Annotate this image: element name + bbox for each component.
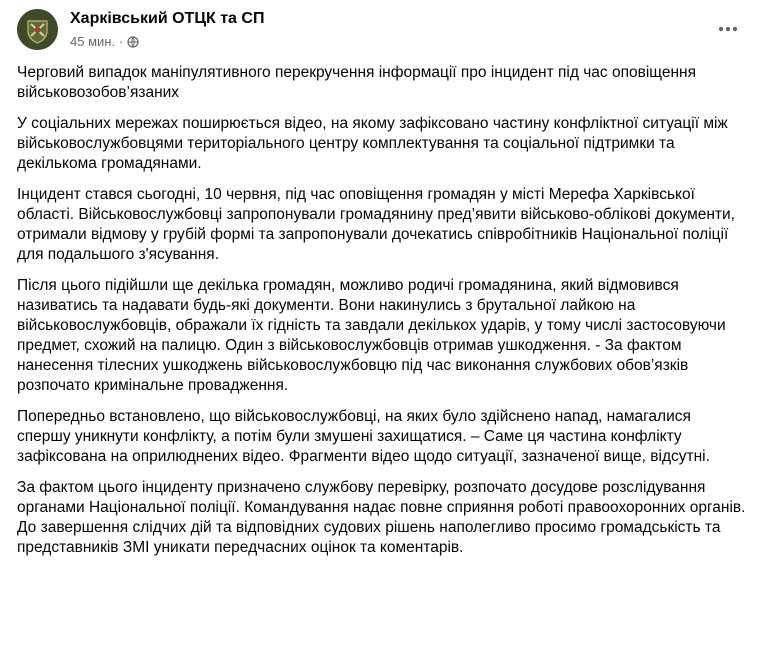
more-horizontal-icon [718, 26, 738, 32]
page-name[interactable]: Харківський ОТЦК та СП [70, 10, 265, 27]
meta-separator: · [119, 34, 124, 49]
post-paragraph: За фактом цього інциденту призначено службову перевірку, розпочато досудове розслідування органами Національної поліції. Командування надає повне сприяння роботі правоохоронних органів. До завершення слідчих дій та відповідних судових рішень наполегливо просимо громадськість та представників ЗМІ уникати передчасних оцінок та коментарів. [17, 479, 746, 556]
post-paragraph: У соціальних мережах поширюється відео, на якому зафіксовано частину конфліктної ситуації між військовослужбовцями територіального центру комплектування та соціальної підтримки та декількома громадянами. [17, 115, 728, 172]
globe-icon [127, 36, 139, 48]
post-paragraph: Після цього підійшли ще декілька громадян, можливо родичі громадянина, який відмовився називатись та надавати будь-які документи. Вони накинулись з брутальної лайкою на військовослужбовців, ображали їх гідність та завдали декількох ударів, у тому числі застосовуючи предмет, схожий на палицю. Один з військовослужбовців отримав ушкодження. - За фактом нанесення тілесних ушкоджень військовослужбовцю під час виконання службових обов’язків розпочато кримінальне провадження. [17, 277, 726, 394]
post-paragraph: Черговий випадок маніпулятивного перекручення інформації про інцидент під час оповіщення військовозобов’язаних [17, 64, 696, 101]
post-paragraph: Інцидент стався сьогодні, 10 червня, під час оповіщення громадян у місті Мерефа Харківської області. Військовослужбовці запропонували громадянину пред’явити військово-облікові документи, отримали відмову у грубій формі та запропонували дочекатись співробітників Національної поліції для подальшого з'ясування. [17, 186, 735, 263]
post-body [17, 63, 747, 569]
avatar[interactable] [17, 9, 58, 50]
post-header [17, 9, 746, 53]
more-options-button[interactable] [716, 17, 740, 41]
post-paragraph: Попередньо встановлено, що військовослужбовці, на яких було здійснено напад, намагалися спершу уникнути конфлікту, а потім були змушені захищатися. – Саме ця частина конфлікту зафіксована на оприлюднених відео. Фрагменти відео щодо ситуації, зазначеної вище, відсутні. [17, 408, 710, 465]
post-timestamp[interactable]: 45 мин. [70, 34, 116, 49]
unit-emblem-icon [17, 9, 58, 50]
post-meta [70, 34, 139, 49]
